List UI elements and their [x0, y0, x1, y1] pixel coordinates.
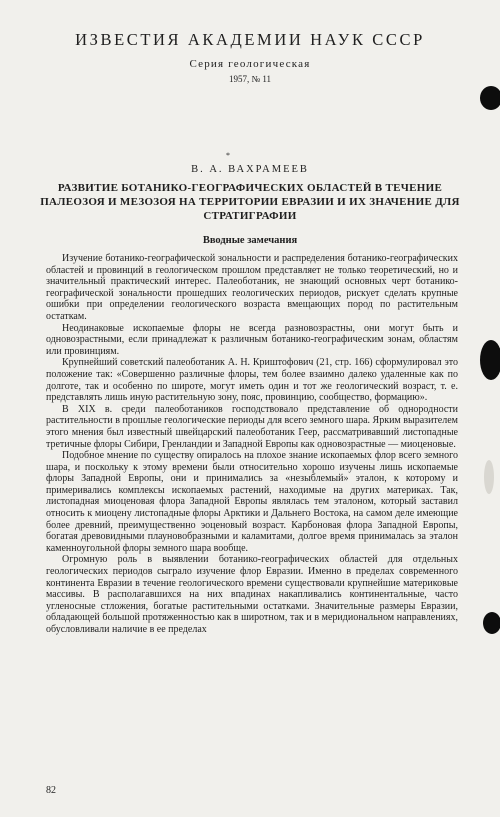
binding-hole-middle — [480, 340, 500, 380]
paragraph: Крупнейший советский палеоботаник А. Н. Криштофович (21, стр. 166) сформулировал это положение так: «Совершенно различные флоры, тем более взаимно далеко удаленные как по долготе, так и особенно по широте, могут иметь один и тот же геологический возраст, т. е. представлять лишь иную растительную зону, пояс, провинцию, сообщество, формацию». — [46, 357, 458, 404]
paragraph: Подобное мнение по существу опиралось на плохое знание ископаемых флор всего земного шара, и поскольку к этому времени были относительно хорошо изучены лишь ископаемые флоры Западной Европы, они и принимались за «незыблемый» эталон, к которому и примеривались комплексы ископаемых растений, находимые на других материках. Так, листопадная миоценовая флора Западной Европы являлась тем эталоном, который заставил относить к миоцену листопадные флоры Арктики и Дальнего Востока, на самом деле имеющие более древний, преимущественно эоценовый возраст. Карбоновая флора Западной Европы, богатая древовидными плауновобразными и каламитами, долгое время принималась за эталон каменноугольной флоры земного шара вообще. — [46, 450, 458, 554]
article-title: РАЗВИТИЕ БОТАНИКО-ГЕОГРАФИЧЕСКИХ ОБЛАСТЕЙ В ТЕЧЕНИЕ ПАЛЕОЗОЯ И МЕЗОЗОЯ НА ТЕРРИТОРИИ ЕВРАЗИИ И ИХ ЗНАЧЕНИЕ ДЛЯ СТРАТИГРАФИИ — [40, 182, 460, 222]
author-footnote-mark: * — [226, 151, 230, 160]
paragraph: Неодинаковые ископаемые флоры не всегда разновозрастны, они могут быть и одновозрастными, если принадлежат к различным ботанико-географическим зонам, областям или провинциям. — [46, 322, 458, 357]
paragraph: В XIX в. среди палеоботаников господствовало представление об однородности растительности в прошлые геологические периоды для всего земного шара. Ярким выразителем этого мнения был известный швейцарский палеоботаник Геер, рассматривавший листопадные третичные флоры Сибири, Гренландии и Западной Европы как одновозрастные — миоценовые. — [46, 403, 458, 450]
paragraph: Изучение ботанико-географической зональности и распределения ботанико-географических областей и провинций в геологическом прошлом представляет не только теоретический, но и значительный практический интерес. Палеоботаник, не знающий основных черт ботанико-географической зональности прошедших геологических периодов, рискует сделать крупные ошибки при определении геологического возраста вмещающих пород по растительным остаткам. — [46, 253, 458, 322]
binding-hole-top — [480, 86, 500, 110]
article-author: В. А. ВАХРАМЕЕВ — [191, 164, 309, 175]
paper-mark — [484, 460, 494, 494]
journal-title: ИЗВЕСТИЯ АКАДЕМИИ НАУК СССР — [75, 30, 425, 49]
binding-hole-bottom — [483, 612, 500, 634]
paragraph: Огромную роль в выявлении ботанико-географических областей для отдельных геологических периодов сыграло изучение флор Евразии. Именно в пределах современного континента Евразии в течение геологического времени существовали крупнейшие материковые массивы. В располагавшихся на них впадинах накапливались континентальные, часто угленосные стложения, богатые растительными остатками. Значительные размеры Евразии, обладающей большой протяженностью как в широтном, так и в меридиональном направлениях, обусловливали наличие в ее пределах — [46, 554, 458, 635]
page-number: 82 — [46, 785, 56, 796]
article-body — [46, 253, 458, 636]
journal-series: Серия геологическая — [189, 58, 311, 70]
journal-issue: 1957, № 11 — [228, 74, 271, 84]
section-heading: Вводные замечания — [202, 235, 298, 246]
